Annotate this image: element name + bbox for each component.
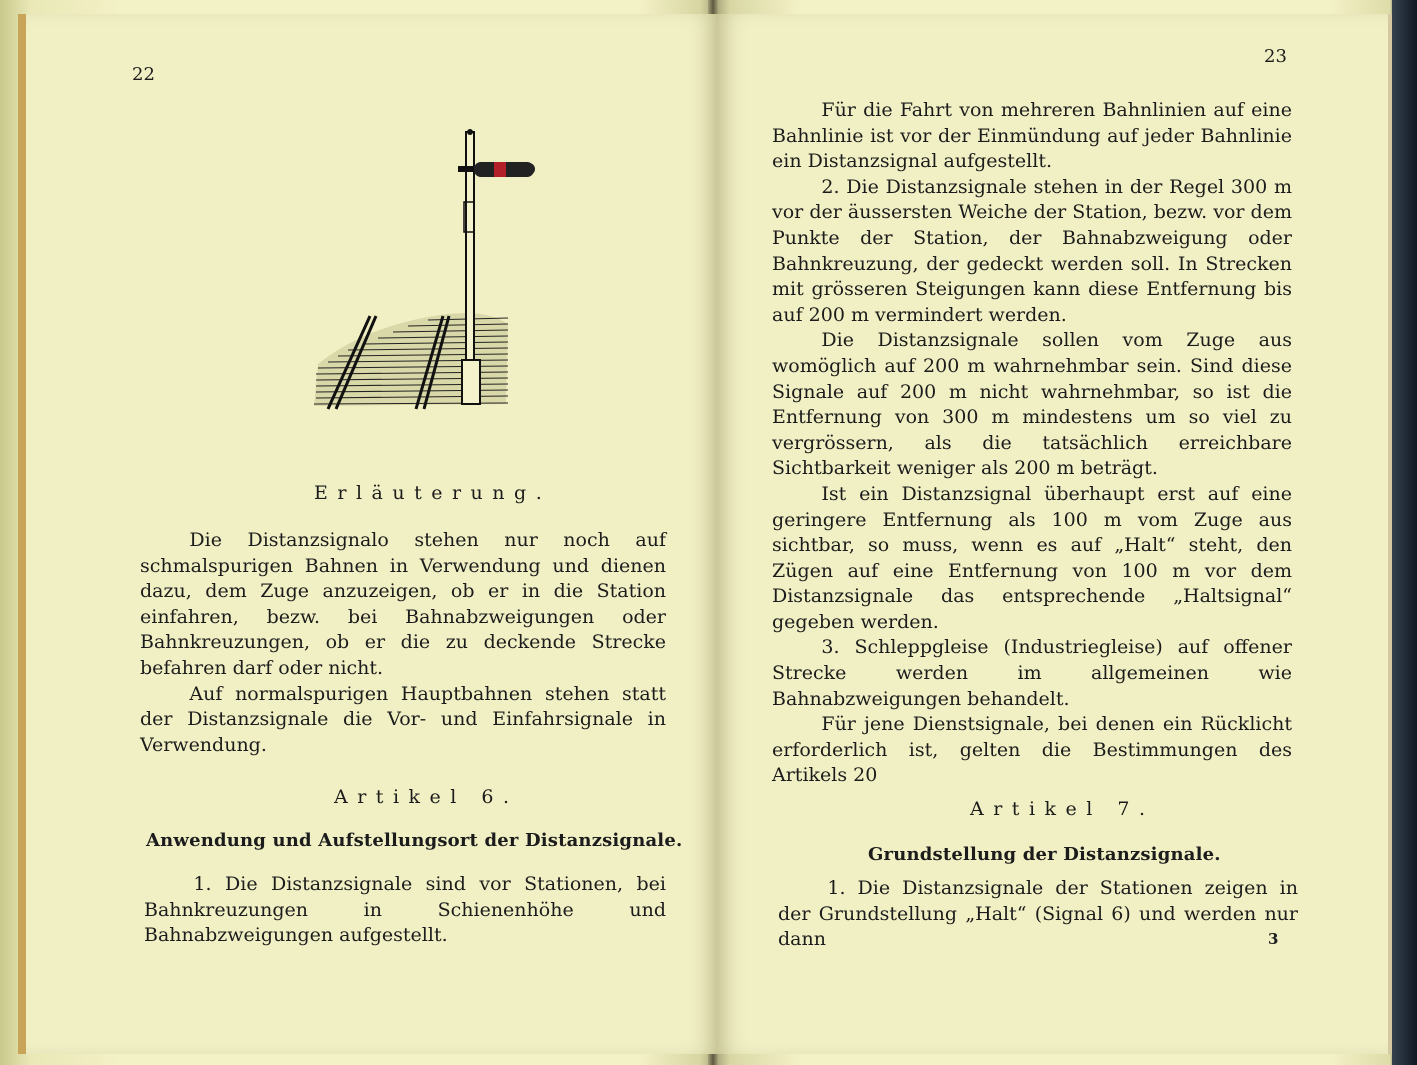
right-page-text [772,98,1292,789]
right-paragraph-6: Für jene Dienstsignale, bei denen ein Rücklicht erforderlich ist, gelten die Bestimmungen des Artikels 20 [772,713,1292,787]
explanation-paragraph-2: Auf normalspurigen Hauptbahnen stehen statt der Distanzsignale die Vor- und Einfahrsignale in Verwendung. [140,682,666,756]
right-paragraph-1: Für die Fahrt von mehreren Bahnlinien auf eine Bahnlinie ist vor der Einmündung auf jeder Bahnlinie ein Distanzsignal aufgestellt. [772,99,1292,173]
explanation-heading: Erläuterung. [314,482,552,504]
article-7-text [778,876,1298,953]
right-paragraph-2: 2. Die Distanzsignale stehen in der Regel 300 m vor der äussersten Weiche der Station, bezw. vor dem Punkte der Station, der Bahnabzweigung oder Bahnkreuzung, der gedeckt werden soll. In Strecken mit grösseren Steigungen kann diese Entfernung bis auf 200 m vermindert werden. [772,175,1292,326]
railway-distance-signal-illustration [308,124,544,424]
article-7-paragraph: 1. Die Distanzsignale der Stationen zeigen in der Grundstellung „Halt“ (Signal 6) und werden nur dann [778,877,1298,951]
signal-disc-icon [474,162,535,177]
article-7-title: Grundstellung der Distanzsignale. [868,844,1221,865]
left-page [18,14,718,1054]
article-6-text [144,872,666,949]
right-paragraph-5: 3. Schleppgleise (Industriegleise) auf offener Strecke werden im allgemeinen wie Bahnabzweigungen behandelt. [772,636,1292,710]
article-6-paragraph: 1. Die Distanzsignale sind vor Stationen, bei Bahnkreuzungen in Schienenhöhe und Bahnabzweigungen aufgestellt. [144,873,666,947]
right-page [716,14,1392,1054]
left-page-number: 22 [132,64,155,85]
book-edge [1392,0,1417,1065]
article-6-label: Artikel 6. [334,786,519,808]
right-page-number: 23 [1264,46,1287,67]
right-paragraph-4: Ist ein Distanzsignal überhaupt erst auf eine geringere Entfernung als 100 m vom Zuge aus sichtbar, so muss, wenn es auf „Halt“ steht, den Zügen auf eine Entfernung von 100 m vor dem Distanzsignale das entsprechende „Haltsignal“ gegeben werden. [772,482,1292,633]
explanation-paragraph-1: Die Distanzsignalo stehen nur noch auf schmalspurigen Bahnen in Verwendung und dienen dazu, dem Zuge anzuzeigen, ob er in die Station einfahren, bezw. bei Bahnabzweigungen oder Bahnkreuzungen, ob er die zu deckende Strecke befahren darf oder nicht. [140,529,666,679]
article-7-label: Artikel 7. [970,798,1155,820]
article-6-title: Anwendung und Aufstellungsort der Distanzsignale. [146,830,683,851]
signature-mark: 3 [1268,930,1279,948]
explanation-text [140,528,666,758]
right-paragraph-3: Die Distanzsignale sollen vom Zuge aus womöglich auf 200 m wahrnehmbar sein. Sind diese Signale auf 200 m nicht wahrnehmbar, so ist die Entfernung von 300 m mindestens um so viel zu vergrössern, als die tatsächlich erreichbare Sichtbarkeit weniger als 200 m beträgt. [772,329,1292,480]
